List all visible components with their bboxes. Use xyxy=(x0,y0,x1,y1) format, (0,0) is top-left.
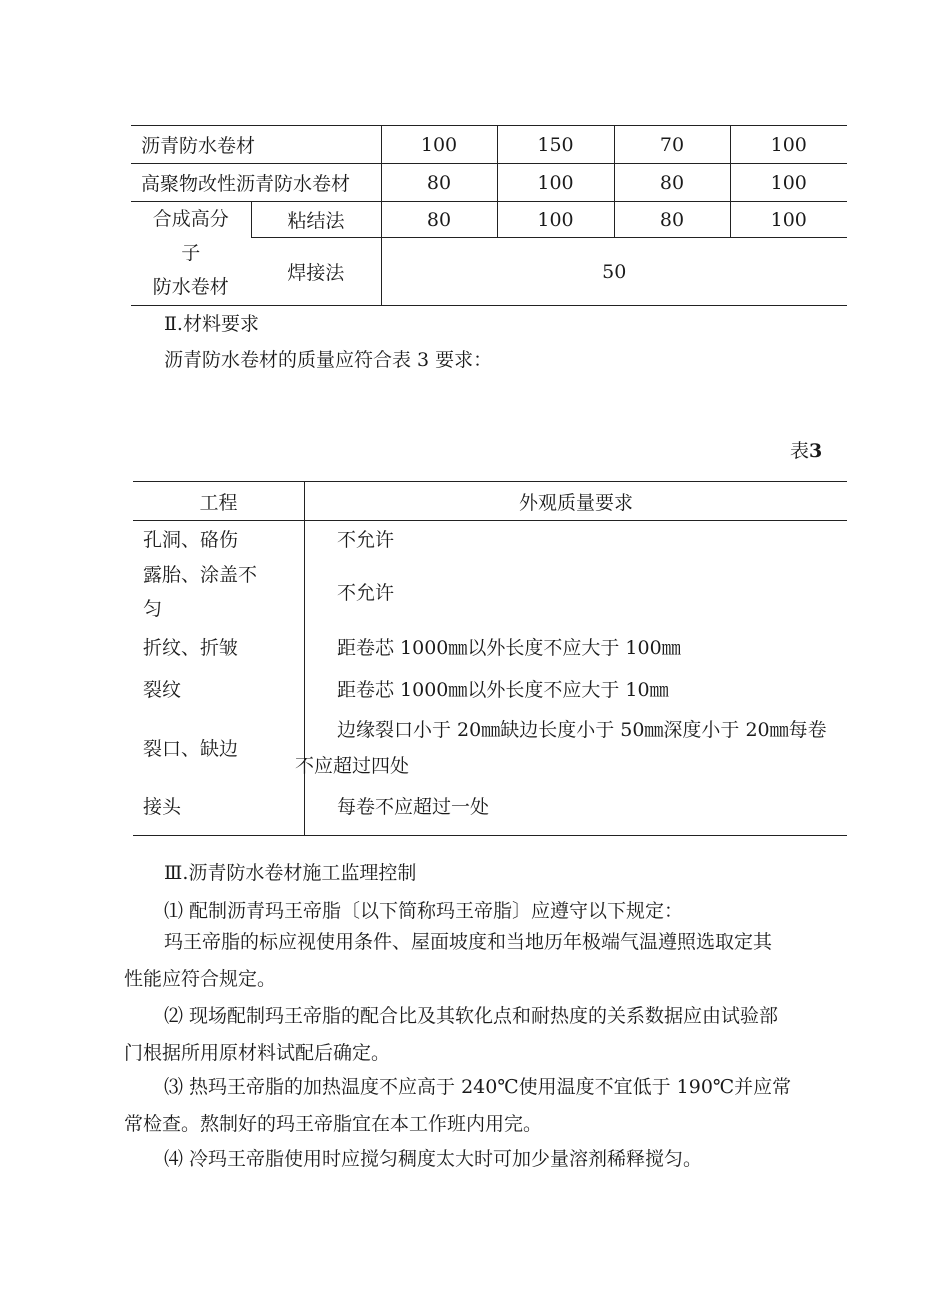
req-line: 边缘裂口小于 20㎜缺边长度小于 50㎜深度小于 20㎜每卷 xyxy=(337,718,827,741)
req-text: 距卷芯 1000㎜以外长度不应大于 100㎜ xyxy=(337,637,681,659)
req-cell xyxy=(305,628,848,666)
table-header-row xyxy=(133,482,847,521)
sub-label: 粘结法 xyxy=(251,202,381,238)
cell: 100 xyxy=(381,126,497,164)
paragraph-line: ⑶ 热玛王帝脂的加热温度不应高于 240℃使用温度不宜低于 190℃并应常 xyxy=(164,1076,792,1098)
paragraph xyxy=(124,998,840,1072)
paragraph xyxy=(124,1069,840,1143)
row-label: 沥青防水卷材 xyxy=(131,126,381,164)
table-row xyxy=(133,628,847,666)
limits-table xyxy=(131,125,847,306)
paragraph-line: 玛王帝脂的标应视使用条件、屋面坡度和当地历年极端气温遵照选取定其 xyxy=(164,931,773,953)
paragraph-line: ⑵ 现场配制玛王帝脂的配合比及其软化点和耐热度的关系数据应由试验部 xyxy=(164,1005,779,1027)
table-caption xyxy=(790,436,822,463)
column-header: 外观质量要求 xyxy=(305,482,848,521)
row-label: 高聚物改性沥青防水卷材 xyxy=(131,164,381,202)
group-label-line: 合成高分 xyxy=(152,208,229,230)
table-row xyxy=(131,202,847,238)
cell: 150 xyxy=(497,126,614,164)
sub-label: 焊接法 xyxy=(251,238,381,306)
cell: 100 xyxy=(730,164,847,202)
caption-prefix: 表 xyxy=(790,440,810,462)
req-text: 每卷不应超过一处 xyxy=(337,795,490,818)
cell: 80 xyxy=(381,164,497,202)
paragraph: ⑴ 配制沥青玛王帝脂〔以下简称玛王帝脂〕应遵守以下规定： xyxy=(164,900,684,922)
cell: 80 xyxy=(614,164,730,202)
group-label-line: 防水卷材 xyxy=(152,276,229,298)
item-cell: 接头 xyxy=(133,784,305,836)
section-heading: Ⅱ.材料要求 xyxy=(164,313,259,335)
table-row xyxy=(131,126,847,164)
item-cell xyxy=(133,556,305,628)
cell: 70 xyxy=(614,126,730,164)
req-cell xyxy=(305,784,848,836)
cell: 80 xyxy=(381,202,497,238)
table-row xyxy=(133,666,847,712)
paragraph: 沥青防水卷材的质量应符合表 3 要求： xyxy=(164,349,493,371)
item-line: 露胎、涂盖不 xyxy=(143,563,258,586)
item-cell: 折纹、折皱 xyxy=(133,628,305,666)
group-label xyxy=(131,202,251,306)
item-cell: 裂纹 xyxy=(133,666,305,712)
req-cell xyxy=(305,521,848,556)
item-cell: 裂口、缺边 xyxy=(133,712,305,784)
paragraph-line: 门根据所用原材料试配后确定。 xyxy=(124,1042,391,1064)
req-text: 距卷芯 1000㎜以外长度不应大于 10㎜ xyxy=(337,679,669,701)
item-line: 匀 xyxy=(143,597,163,620)
paragraph-line: 常检查。熬制好的玛王帝脂宜在本工作班内用完。 xyxy=(124,1113,543,1135)
cell: 100 xyxy=(730,126,847,164)
section-heading: Ⅲ.沥青防水卷材施工监理控制 xyxy=(164,862,417,884)
cell: 100 xyxy=(730,202,847,238)
merged-cell: 50 xyxy=(381,238,847,306)
cell: 100 xyxy=(497,202,614,238)
group-label-line: 子 xyxy=(181,242,201,264)
table-row xyxy=(131,164,847,202)
table-row xyxy=(133,784,847,836)
table-row xyxy=(133,712,847,784)
caption-number: 3 xyxy=(809,440,823,462)
table-row xyxy=(133,556,847,628)
cell: 100 xyxy=(497,164,614,202)
cell: 80 xyxy=(614,202,730,238)
paragraph xyxy=(124,924,840,998)
table-row xyxy=(133,521,847,556)
quality-table xyxy=(133,481,847,836)
paragraph: ⑷ 冷玛王帝脂使用时应搅匀稠度太大时可加少量溶剂稀释搅匀。 xyxy=(164,1148,703,1170)
req-cell xyxy=(305,666,848,712)
req-text: 不允许 xyxy=(337,582,395,604)
req-cell xyxy=(305,556,848,628)
column-header: 工程 xyxy=(133,482,305,521)
item-cell: 孔洞、硌伤 xyxy=(133,521,305,556)
req-cell xyxy=(295,712,848,784)
req-line: 不应超过四处 xyxy=(295,754,410,777)
req-text: 不允许 xyxy=(337,528,395,551)
paragraph-line: 性能应符合规定。 xyxy=(124,968,277,990)
